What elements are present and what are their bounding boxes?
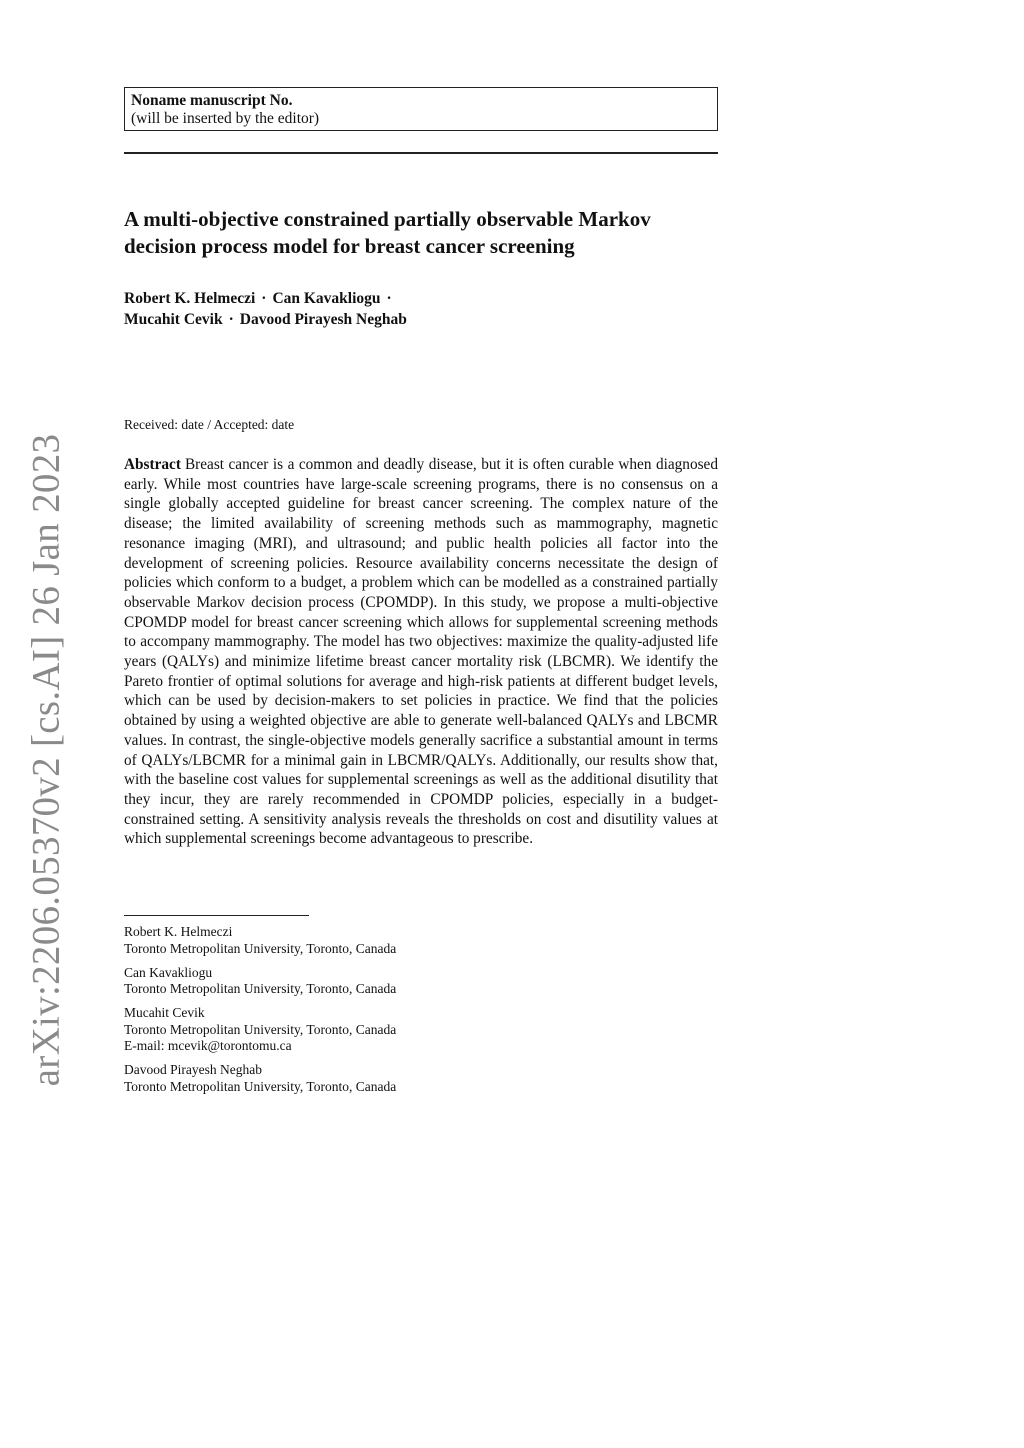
affiliation-org: Toronto Metropolitan University, Toronto, Canada	[124, 940, 397, 956]
author-line-2	[124, 309, 724, 330]
affiliation-email[interactable]: E-mail: mcevik@torontomu.ca	[124, 1038, 292, 1053]
author-separator: ·	[261, 290, 267, 307]
affiliation-name: Mucahit Cevik	[124, 1005, 205, 1020]
editor-note: (will be inserted by the editor)	[131, 110, 320, 127]
arxiv-identifier-stamp: arXiv:2206.05370v2 [cs.AI] 26 Jan 2023	[24, 433, 68, 1087]
affiliation-entry	[124, 1005, 624, 1055]
author-separator: ·	[228, 311, 234, 328]
affiliation-name: Robert K. Helmeczi	[124, 924, 233, 939]
affiliation-name: Can Kavakliogu	[124, 964, 213, 980]
received-accepted-dates: Received: date / Accepted: date	[124, 417, 295, 432]
affiliation-entry	[124, 1062, 624, 1095]
abstract-label: Abstract	[124, 456, 181, 473]
affiliation-name: Davood Pirayesh Neghab	[124, 1062, 262, 1077]
affiliation-org: Toronto Metropolitan University, Toronto, Canada	[124, 1078, 397, 1094]
author-name: Mucahit Cevik	[124, 311, 223, 328]
author-separator: ·	[386, 290, 392, 307]
manuscript-info-box	[124, 87, 718, 131]
abstract-text: Breast cancer is a common and deadly disease, but it is often curable when diagnosed early. While most countries have large-scale screening programs, there is no consensus on a single globally accepted guideline for breast cancer screening. The complex nature of the disease; the limited availability of screening methods such as mammography, magnetic resonance imaging (MRI), and ultrasound; and public health policies all factor into the development of screening policies. Resource availability concerns necessitate the design of policies which conform to a budget, a problem which can be modelled as a constrained partially observable Markov decision process (CPOMDP). In this study, we propose a multi-objective CPOMDP model for breast cancer screening which allows for supplemental screening methods to accompany mammography. The model has two objectives: maximize the quality-adjusted life years (QALYs) and minimize lifetime breast cancer mortality risk (LBCMR). We identify the Pareto frontier of optimal solutions for average and high-risk patients at different budget levels, which can be used by decision-makers to set policies in practice. We find that the policies obtained by using a weighted objective are able to generate well-balanced QALYs and LBCMR values. In contrast, the single-objective models generally sacrifice a substantial amount in terms of QALYs/LBCMR for a minimal gain in LBCMR/QALYs. Additionally, our results show that, with the baseline cost values for supplemental screenings as well as the additional disutility that they incur, they are rarely recommended in CPOMDP policies, especially in a budget-constrained setting. A sensitivity analysis reveals the thresholds on cost and disutility values at which supplemental screenings become advantageous to prescribe.	[124, 456, 718, 848]
footnote-rule	[124, 915, 309, 916]
affiliation-entry	[124, 965, 624, 998]
affiliation-org: Toronto Metropolitan University, Toronto, Canada	[124, 981, 397, 996]
affiliation-entry	[124, 924, 624, 957]
author-line-1	[124, 288, 724, 309]
affiliations	[124, 924, 624, 1103]
affiliation-org: Toronto Metropolitan University, Toronto, Canada	[124, 1021, 397, 1037]
author-name: Davood Pirayesh Neghab	[239, 311, 407, 328]
header-rule	[124, 152, 718, 154]
abstract	[124, 455, 718, 849]
author-name: Robert K. Helmeczi	[124, 290, 256, 307]
manuscript-number-label: Noname manuscript No.	[131, 92, 293, 109]
paper-title: A multi-objective constrained partially observable Markov decision process model for breast cancer screening	[124, 207, 651, 258]
author-name: Can Kavakliogu	[272, 290, 381, 307]
author-list	[124, 288, 724, 330]
